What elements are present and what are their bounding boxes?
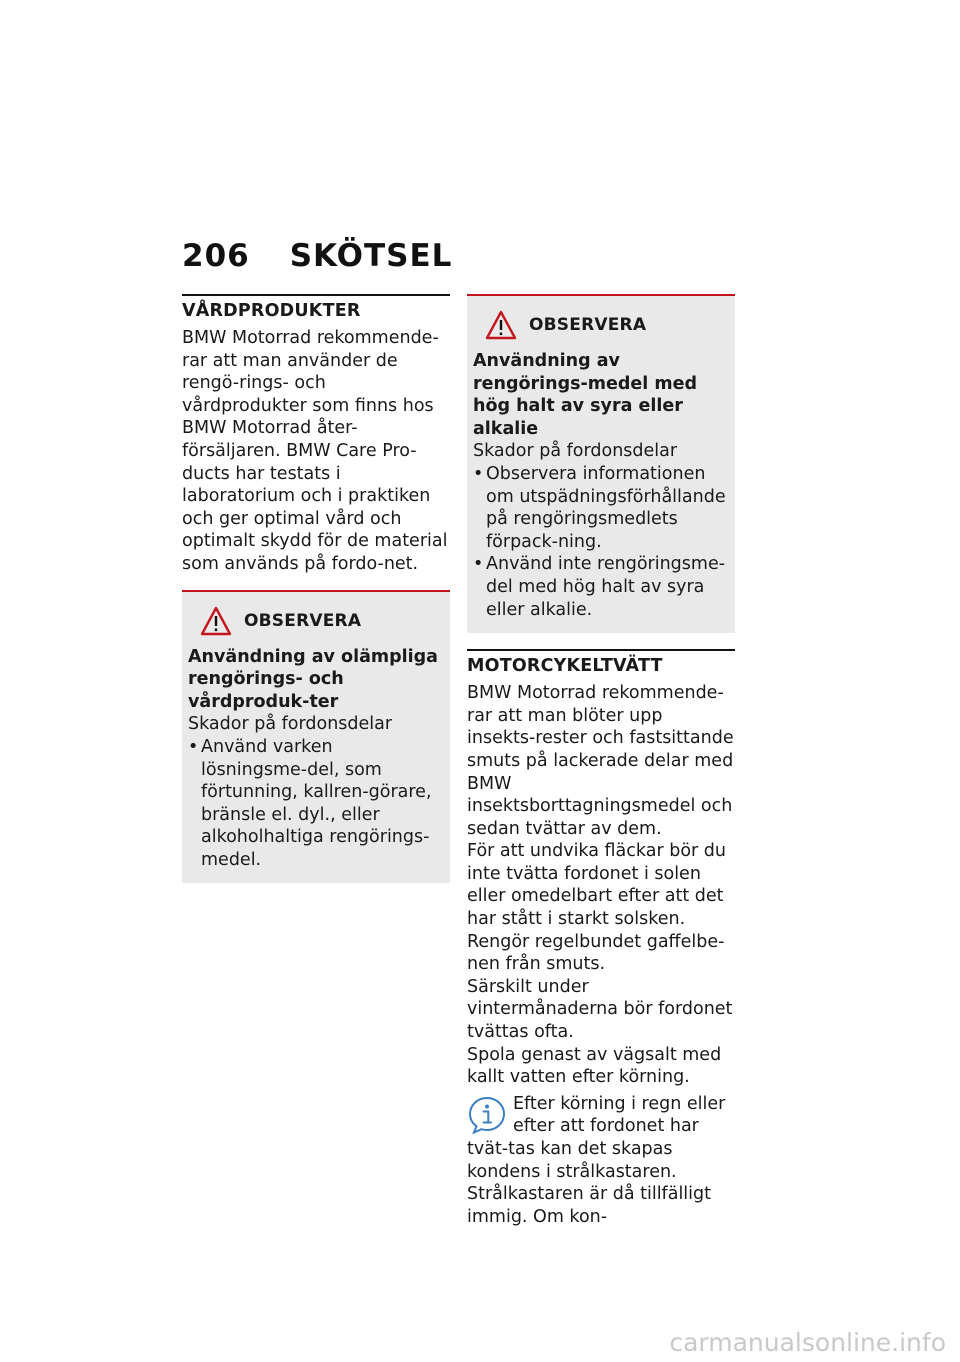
section-title-care-products: VÅRDPRODUKTER bbox=[182, 294, 450, 321]
list-item: • Använd inte rengöringsme-del med hög halt av syra eller alkalie. bbox=[473, 554, 726, 620]
right-column bbox=[467, 294, 735, 1228]
info-note bbox=[467, 1093, 735, 1229]
warning-triangle-icon bbox=[485, 310, 517, 340]
paragraph: Rengör regelbundet gaffelbe-nen från smuts. bbox=[467, 931, 725, 975]
info-note-text: Efter körning i regn eller efter att fordonet har tvät-tas kan det skapas kondens i strålkastaren. Strålkastaren är då tillfälligt immig. Om kon- bbox=[467, 1093, 726, 1227]
warning-label: OBSERVERA bbox=[244, 610, 362, 631]
list-item: • Använd varken lösningsme-del, som förtunning, kallren-görare, bränsle el. dyl., eller alkoholhaltiga rengörings-medel. bbox=[188, 736, 432, 870]
paragraph: För att undvika fläckar bör du inte tvätta fordonet i solen eller omedelbart efter att det har stått i starkt solsken. bbox=[467, 841, 726, 930]
warning-bullet-list bbox=[473, 463, 729, 621]
warning-label: OBSERVERA bbox=[529, 315, 647, 335]
watermark-text: carmanualsonline.info bbox=[669, 1328, 946, 1357]
paragraph: BMW Motorrad rekommende-rar att man blöter upp insekts-rester och fastsittande smuts på lackerade delar med BMW insektsborttagningsmedel och sedan tvättar av dem. bbox=[467, 683, 734, 839]
page-header bbox=[182, 238, 452, 274]
motorcycle-wash-text bbox=[467, 682, 735, 1089]
warning-box-unsuitable-products bbox=[182, 590, 450, 884]
warning-triangle-icon bbox=[200, 606, 232, 636]
care-products-paragraph: BMW Motorrad rekommende-rar att man använder de rengö-rings- och vårdprodukter som finns hos BMW Motorrad åter-försäljaren. BMW Care Pro-ducts har testats i laboratorium och i praktiken och ger optimal vård och optimalt skydd för de material som används på fordo-net. bbox=[182, 328, 448, 574]
page-number: 206 bbox=[182, 238, 250, 274]
list-item: • Observera informationen om utspädningsförhållande på rengöringsmedlets förpack-ning. bbox=[473, 463, 726, 552]
warning-consequence: Skador på fordonsdelar bbox=[473, 441, 678, 462]
warning-heading: Användning av olämpliga rengörings- och vårdproduk-ter bbox=[188, 646, 438, 712]
warning-heading: Användning av rengörings-medel med hög halt av syra eller alkalie bbox=[473, 351, 698, 439]
info-icon bbox=[467, 1095, 507, 1135]
paragraph: Särskilt under vintermånaderna bör fordonet tvättas ofta. bbox=[467, 976, 733, 1043]
warning-consequence: Skador på fordonsdelar bbox=[188, 714, 393, 735]
left-column bbox=[182, 294, 450, 883]
warning-bullet-list bbox=[188, 736, 444, 872]
section-title-motorcycle-wash: MOTORCYKELTVÄTT bbox=[467, 649, 735, 676]
warning-box-acid-alkali bbox=[467, 294, 735, 633]
chapter-title: SKÖTSEL bbox=[289, 238, 453, 274]
paragraph: Spola genast av vägsalt med kallt vatten efter körning. bbox=[467, 1044, 722, 1088]
